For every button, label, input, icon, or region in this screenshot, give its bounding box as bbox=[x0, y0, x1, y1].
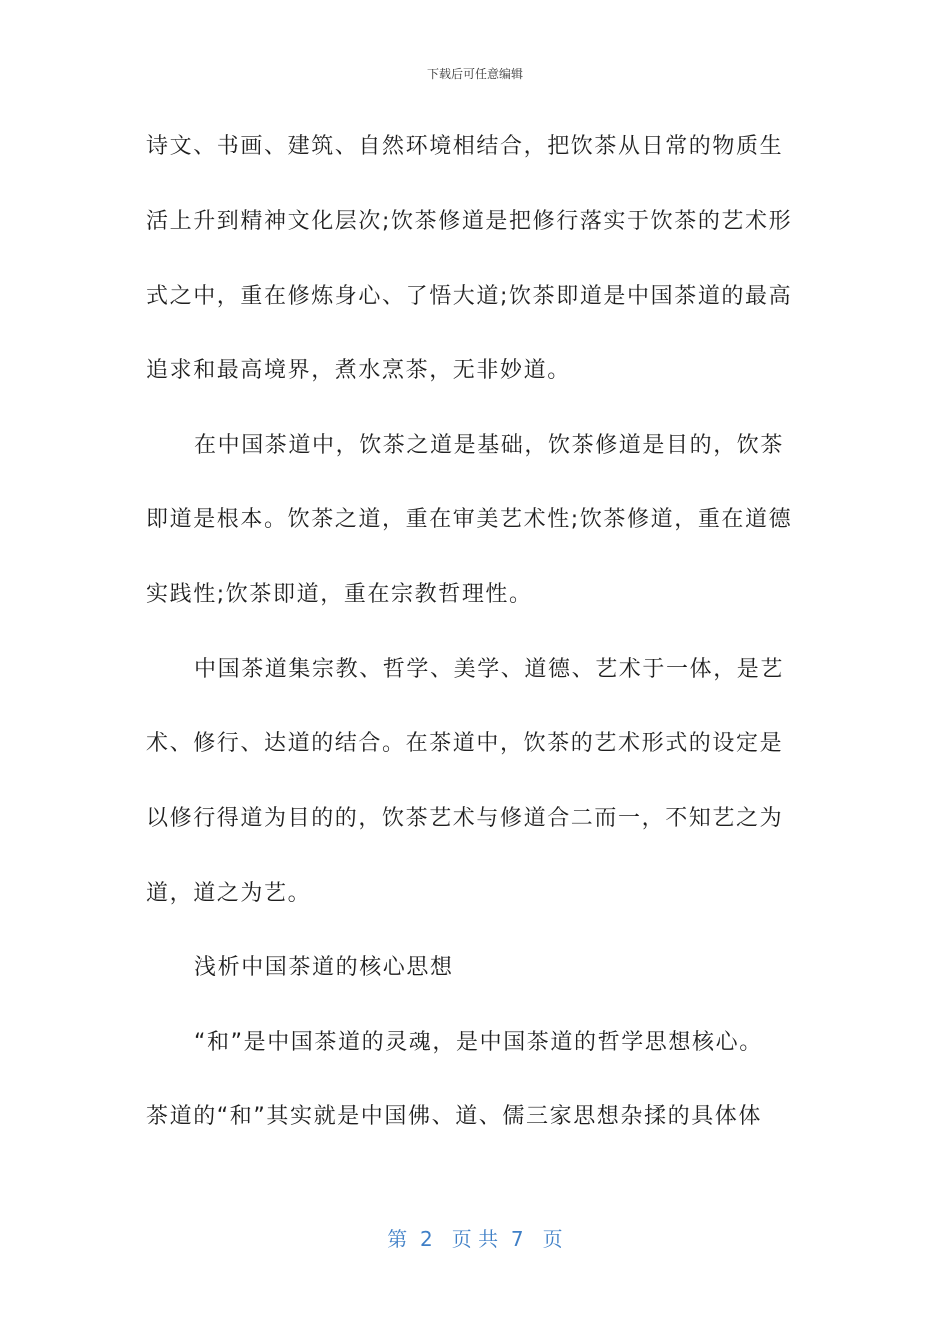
body-line: 实践性;饮茶即道，重在宗教哲理性。 bbox=[146, 582, 533, 607]
page-number: 第 2 页 共 7 页 bbox=[387, 1227, 563, 1251]
body-line: “和”是中国茶道的灵魂，是中国茶道的哲学思想核心。 bbox=[194, 1030, 763, 1055]
body-line: 即道是根本。饮茶之道，重在审美艺术性;饮茶修道，重在道德 bbox=[146, 507, 793, 532]
page-header: 下载后可任意编辑 bbox=[426, 67, 523, 81]
body-line: 茶道的“和”其实就是中国佛、道、儒三家思想杂揉的具体体 bbox=[146, 1104, 762, 1129]
body-line: 活上升到精神文化层次;饮茶修道是把修行落实于饮茶的艺术形 bbox=[146, 209, 793, 234]
body-line: 式之中，重在修炼身心、了悟大道;饮茶即道是中国茶道的最高 bbox=[146, 284, 793, 309]
body-line: 中国茶道集宗教、哲学、美学、道德、艺术于一体，是艺 bbox=[194, 657, 785, 682]
body-line: 术、修行、达道的结合。在茶道中，饮茶的艺术形式的设定是 bbox=[146, 731, 784, 756]
body-line: 诗文、书画、建筑、自然环境相结合，把饮茶从日常的物质生 bbox=[146, 134, 784, 159]
body-line: 道，道之为艺。 bbox=[146, 881, 312, 906]
body-line: 追求和最高境界，煮水烹茶，无非妙道。 bbox=[146, 358, 571, 383]
section-heading: 浅析中国茶道的核心思想 bbox=[194, 955, 454, 980]
body-line: 在中国茶道中，饮茶之道是基础，饮茶修道是目的，饮茶 bbox=[194, 433, 785, 458]
body-line: 以修行得道为目的的，饮茶艺术与修道合二而一，不知艺之为 bbox=[146, 806, 784, 831]
